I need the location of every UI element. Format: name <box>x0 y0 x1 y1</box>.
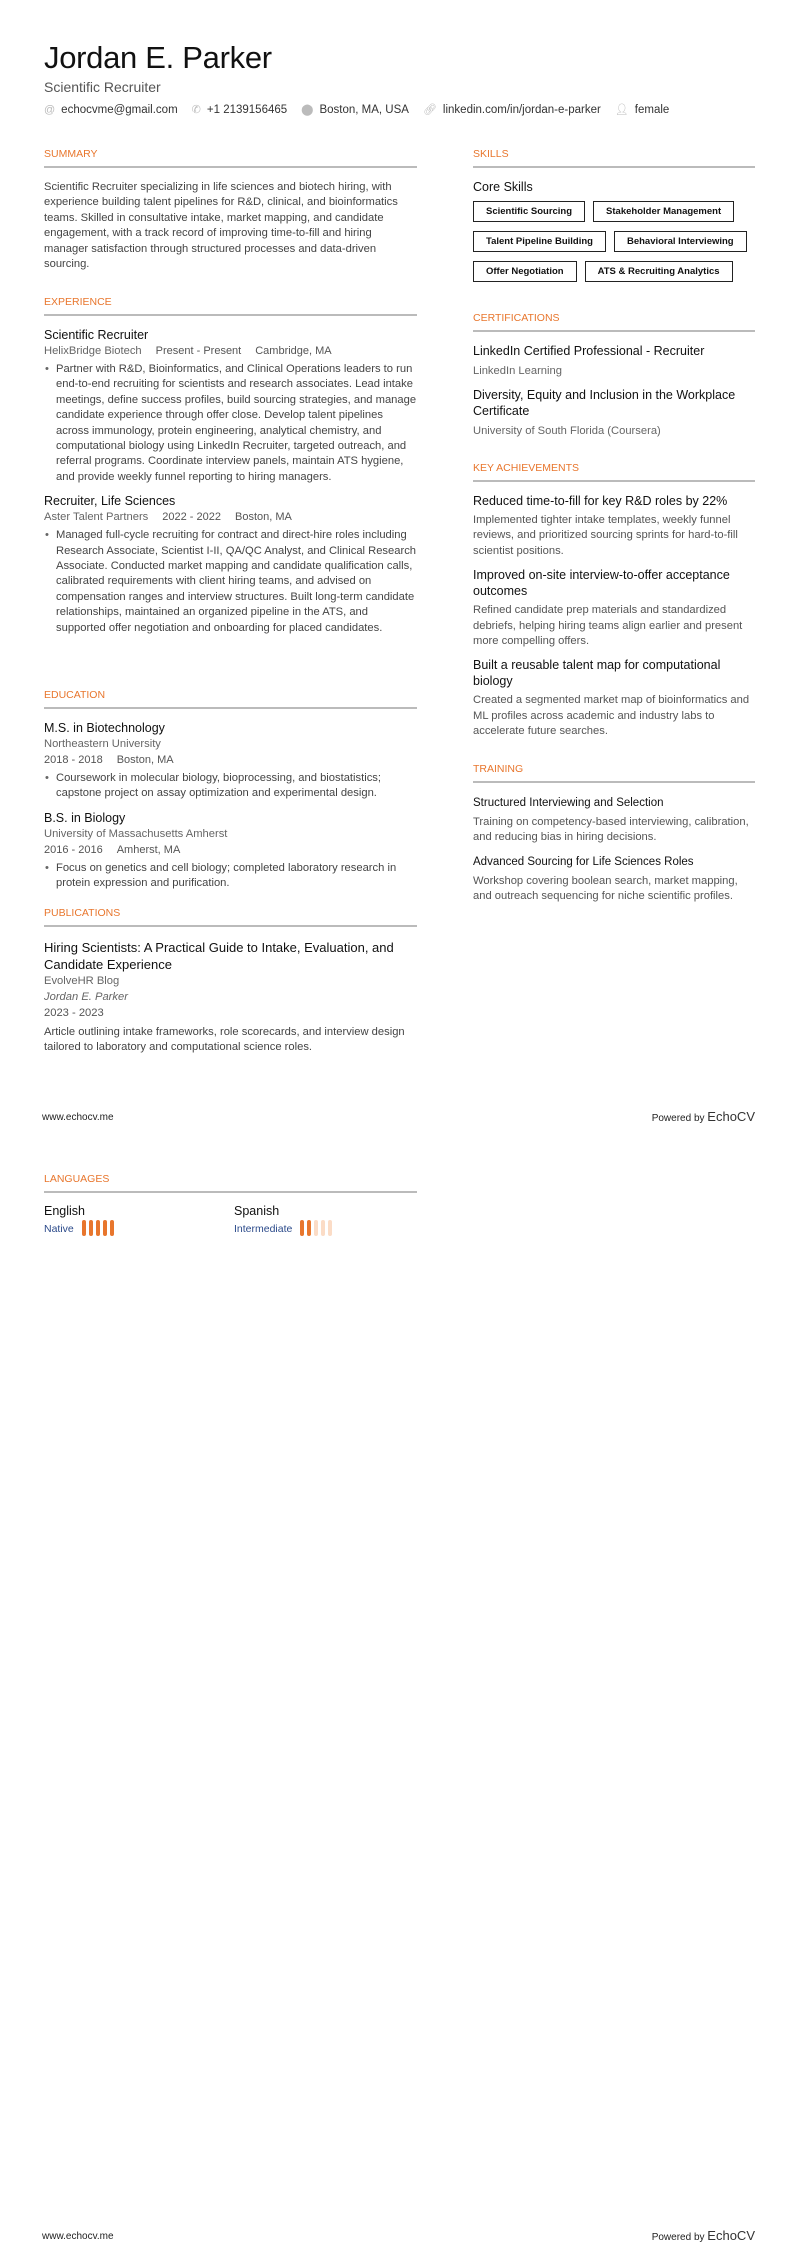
section-heading: KEY ACHIEVEMENTS <box>473 462 755 482</box>
cert-issuer: University of South Florida (Coursera) <box>473 425 661 437</box>
section-heading: EXPERIENCE <box>44 296 417 316</box>
powered-label: Powered by <box>651 1113 705 1123</box>
job-title: Recruiter, Life Sciences <box>44 494 176 509</box>
dates: Present - Present <box>155 345 242 357</box>
publication-desc: Article outlining intake frameworks, role scorecards, and interview design tailored to laboratory and computational science roles. <box>44 1026 405 1054</box>
footer-powered <box>652 1109 755 1123</box>
contact-text: Boston, MA, USA <box>319 103 409 116</box>
language-name: Spanish <box>234 1204 280 1218</box>
achievement-desc: Implemented tighter intake templates, weekly funnel reviews, and prioritized sourcing sprints for hard-to-fill scientist positions. <box>473 514 738 557</box>
contact-phone[interactable] <box>192 103 287 116</box>
training-title: Advanced Sourcing for Life Sciences Roles <box>473 855 694 868</box>
section-heading: SKILLS <box>473 148 755 168</box>
summary-section <box>44 148 417 272</box>
powered-label: Powered by <box>651 2232 705 2243</box>
skill-chip: Behavioral Interviewing <box>614 231 747 252</box>
degree: M.S. in Biotechnology <box>44 721 165 735</box>
achievement-desc: Created a segmented market map of bioinformatics and ML profiles across academic and industry labs to accelerate future searches. <box>473 694 750 738</box>
skill-chips <box>473 201 755 282</box>
level-bar-filled <box>89 1220 93 1236</box>
language-item <box>234 1203 332 1237</box>
level-bar-filled <box>300 1220 304 1236</box>
dates: 2022 - 2022 <box>162 511 221 524</box>
dates: 2018 - 2018 <box>44 754 103 766</box>
level-bars <box>300 1220 332 1236</box>
level-bars <box>82 1220 114 1236</box>
section-heading: SUMMARY <box>44 148 417 168</box>
education-section <box>44 689 417 892</box>
publications-section <box>44 907 417 1056</box>
languages-section <box>44 1173 417 1237</box>
bullet: • Managed full-cycle recruiting for contract and direct-hire roles including Research Associate, Scientist I-II, QA/QC Analyst, and Clinical Research Associate. Conducted market mapping and candidate qualification calls, calibrated requirements with client hiring teams, and advised on compensation ranges and interview structures. Built long-term candidate relationships, maintained an organized pipeline in the ATS, and supported offer negotiation and onboarding for placed candidates. <box>44 528 417 636</box>
bullet: • Focus on genetics and cell biology; completed laboratory research in protein expression and purification. <box>44 861 417 892</box>
language-level: Intermediate <box>234 1223 293 1235</box>
company: HelixBridge Biotech <box>44 345 142 357</box>
dates: 2016 - 2016 <box>44 843 103 856</box>
skills-section <box>473 148 755 282</box>
bullet: • Coursework in molecular biology, bioprocessing, and biostatistics; capstone project on assay optimization and experimental design. <box>44 771 417 802</box>
cert-name: LinkedIn Certified Professional - Recruiter <box>473 344 705 358</box>
achievement-desc: Refined candidate prep materials and standardized debriefs, helping hiring teams align earlier and present more compelling offers. <box>473 604 743 648</box>
degree: B.S. in Biology <box>44 810 126 825</box>
skill-chip: ATS & Recruiting Analytics <box>585 261 733 282</box>
brand-link[interactable]: EchoCV <box>707 2228 755 2243</box>
job-title: Scientific Recruiter <box>44 328 149 342</box>
location: Cambridge, MA <box>255 345 332 357</box>
training-desc: Training on competency-based interviewing, calibration, and reducing bias in hiring decisions. <box>473 816 749 844</box>
location: Boston, MA <box>116 754 174 766</box>
training-desc: Workshop covering boolean search, market mapping, and outreach sequencing for niche scientific profiles. <box>473 874 738 903</box>
certifications-section <box>473 312 755 439</box>
experience-item <box>44 327 417 485</box>
education-item <box>44 810 417 892</box>
skill-chip: Talent Pipeline Building <box>473 231 606 252</box>
publisher: EvolveHR Blog <box>44 975 120 987</box>
contact-text: +1 2139156465 <box>206 103 288 116</box>
education-item <box>44 720 417 802</box>
cert-name: Diversity, Equity and Inclusion in the Workplace Certificate <box>473 388 736 418</box>
language-item <box>44 1203 234 1237</box>
footer-site-link[interactable]: www.echocv.me <box>42 1112 114 1123</box>
location-icon: ⬤ <box>301 104 314 116</box>
skill-chip: Scientific Sourcing <box>473 201 585 222</box>
contact-linkedin[interactable] <box>423 103 601 116</box>
candidate-title: Scientific Recruiter <box>44 79 161 95</box>
level-bar-filled <box>110 1220 114 1236</box>
contact-list <box>44 103 669 116</box>
section-heading: CERTIFICATIONS <box>473 312 755 332</box>
experience-item <box>44 493 417 636</box>
skill-chip: Offer Negotiation <box>473 261 577 282</box>
contact-text: linkedin.com/in/jordan-e-parker <box>442 103 601 116</box>
summary-text: Scientific Recruiter specializing in life sciences and biotech hiring, with experience building talent pipelines for R&D, clinical, and bioinformatics teams. Skilled in consultative intake, market mapping, and candidate engagement, with a track record of improving time-to-fill and hiring manager satisfaction through structured processes and data-driven sourcing. <box>44 181 398 271</box>
language-name: English <box>44 1204 85 1218</box>
person-icon: 👤︎ <box>614 104 629 116</box>
page-2 <box>0 1123 794 2246</box>
skill-group: Core Skills <box>473 180 533 194</box>
achievements-section <box>473 462 755 740</box>
level-bar-empty <box>314 1220 318 1236</box>
location: Boston, MA <box>234 511 292 524</box>
experience-section <box>44 296 417 636</box>
contact-text: echocvme@gmail.com <box>61 103 178 116</box>
candidate-name: Jordan E. Parker <box>44 40 272 75</box>
publication-title: Hiring Scientists: A Practical Guide to Intake, Evaluation, and Candidate Experience <box>44 940 394 972</box>
achievement-title: Reduced time-to-fill for key R&D roles by 22% <box>473 494 728 508</box>
cert-issuer: LinkedIn Learning <box>473 365 562 377</box>
contact-location <box>301 103 409 116</box>
achievement-title: Improved on-site interview-to-offer acceptance outcomes <box>473 568 730 599</box>
level-bar-filled <box>82 1220 86 1236</box>
contact-gender <box>615 103 670 116</box>
section-heading: EDUCATION <box>44 689 417 709</box>
level-bar-empty <box>321 1220 325 1236</box>
level-bar-filled <box>307 1220 311 1236</box>
at-icon: @ <box>44 103 56 116</box>
language-level: Native <box>44 1223 74 1235</box>
training-title: Structured Interviewing and Selection <box>473 797 664 809</box>
section-heading: LANGUAGES <box>44 1173 417 1193</box>
link-icon: 🔗︎ <box>422 104 437 116</box>
achievement-title: Built a reusable talent map for computational biology <box>473 658 721 689</box>
dates: 2023 - 2023 <box>44 1007 104 1019</box>
bullet: • Partner with R&D, Bioinformatics, and Clinical Operations leaders to run end-to-end recruiting for scientists and research associates. Lead intake meetings, define success profiles, build sourcing strategies, and manage candidate experience through offer close. Develop talent pipelines across immunology, protein engineering, analytical chemistry, and computational biology using LinkedIn Recruiter, targeted outreach, and referral programs. Coordinate interview panels, maintain ATS hygiene, and provide weekly funnel reporting to hiring managers. <box>44 362 417 485</box>
contact-text: female <box>634 103 670 116</box>
footer-powered <box>652 2228 755 2243</box>
level-bar-filled <box>103 1220 107 1236</box>
phone-icon: ✆ <box>191 104 201 116</box>
section-heading: TRAINING <box>473 763 755 783</box>
skill-chip: Stakeholder Management <box>593 201 734 222</box>
company: Aster Talent Partners <box>44 511 149 524</box>
location: Amherst, MA <box>116 843 181 856</box>
training-section <box>473 763 755 905</box>
brand-link[interactable]: EchoCV <box>707 1109 755 1123</box>
level-bar-empty <box>328 1220 332 1236</box>
footer-site-link[interactable]: www.echocv.me <box>42 2231 114 2242</box>
section-heading: PUBLICATIONS <box>44 907 417 927</box>
level-bar-filled <box>96 1220 100 1236</box>
contact-email[interactable] <box>44 104 178 116</box>
school: University of Massachusetts Amherst <box>44 827 228 840</box>
author: Jordan E. Parker <box>44 991 128 1003</box>
school: Northeastern University <box>44 738 161 750</box>
